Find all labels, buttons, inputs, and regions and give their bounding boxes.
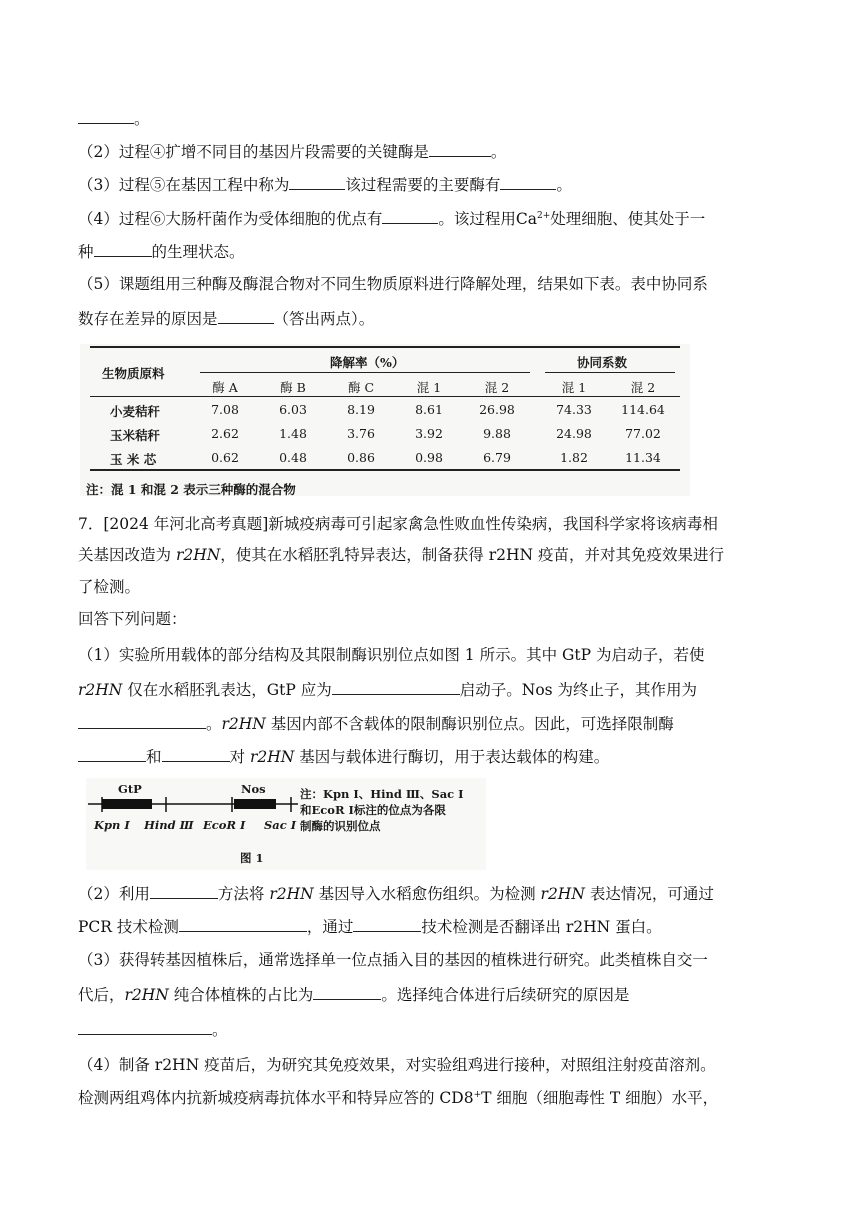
table-sub-rule <box>200 372 530 373</box>
question-6-part-3 <box>78 174 790 195</box>
question-7-part-4 <box>78 1055 790 1075</box>
gtp-promoter-block <box>102 799 152 809</box>
text: ，使其在水稻胚乳特异表达，制备获得 r2HN 疫苗，并对其免疫效果进行 <box>220 546 725 564</box>
table-cell: 3.92 <box>415 426 443 441</box>
table-col-header: 混 1 <box>561 380 587 395</box>
text: 种 <box>78 243 94 261</box>
question-6-part-4 <box>78 208 790 229</box>
table-header-rule <box>90 396 680 397</box>
table-col-header: 酶 B <box>280 380 306 395</box>
text: （2）利用 <box>78 885 150 903</box>
gene-name: r2HN <box>175 546 221 564</box>
gtp-label: GtP <box>118 782 142 796</box>
text: 表达情况，可通过 <box>584 885 714 903</box>
text: 数存在差异的原因是 <box>78 310 218 328</box>
question-7-part-1-cont2 <box>78 713 790 734</box>
table-cell: 3.76 <box>347 426 375 441</box>
vector-figure <box>86 778 486 870</box>
answer-blank[interactable] <box>78 746 146 762</box>
table-cell: 8.61 <box>415 402 443 417</box>
table-header-synergy: 协同系数 <box>577 355 628 370</box>
text: （5）课题组用三种酶及酶混合物对不同生物质原料进行降解处理，结果如下表。表中协同系 <box>78 275 708 293</box>
table-cell: 26.98 <box>479 402 515 417</box>
degradation-table <box>80 344 690 496</box>
table-col-header: 混 1 <box>416 380 442 395</box>
answer-blank[interactable] <box>78 713 206 729</box>
question-6-part-5 <box>78 274 790 294</box>
text: 的生理状态。 <box>151 243 245 261</box>
question-7-part-4-cont <box>78 1088 790 1108</box>
table-sub-rule <box>545 372 675 373</box>
table-cell: 7.08 <box>211 402 239 417</box>
figure-note-line: 制酶的识别位点 <box>300 819 381 833</box>
text: （2）过程④扩增不同目的基因片段需要的关键酶是 <box>78 143 429 161</box>
text: 处理细胞、使其处于一 <box>550 210 706 228</box>
table-cell: 77.02 <box>625 426 661 441</box>
table-cell: 11.34 <box>625 450 661 465</box>
table-cell: 0.62 <box>211 450 239 465</box>
answer-blank[interactable] <box>179 916 307 932</box>
table-header-material: 生物质原料 <box>102 366 165 381</box>
question-7-part-3-cont <box>78 984 790 1005</box>
text: （4）制备 r2HN 疫苗后，为研究其免疫效果，对实验组鸡进行接种，对照组注射疫苗溶剂。 <box>78 1056 716 1074</box>
text: 7．[2024 年河北高考真题]新城疫病毒可引起家禽急性败血性传染病，我国科学家将该病毒相 <box>78 515 718 533</box>
text: 。 <box>490 143 507 161</box>
table-col-header: 酶 C <box>347 380 375 395</box>
text: 纯合体植株的占比为 <box>168 986 314 1004</box>
answer-blank[interactable] <box>94 241 152 257</box>
table-cell: 8.19 <box>347 402 375 417</box>
table-cell: 0.98 <box>415 450 443 465</box>
text: 。 <box>212 1021 228 1039</box>
table-cell: 0.48 <box>279 450 307 465</box>
answer-line-0 <box>78 108 790 129</box>
text: 。该过程用Ca <box>438 210 537 228</box>
figure-note-line: 注：Kpn Ⅰ、Hind Ⅲ、Sac Ⅰ <box>300 787 464 801</box>
answer-blank[interactable] <box>429 141 491 157</box>
ecor-label: EcoR Ⅰ <box>203 818 246 832</box>
figure-caption: 图 1 <box>240 851 264 865</box>
table-col-header: 混 2 <box>484 380 510 395</box>
text: 技术检测是否翻译出 r2HN 蛋白。 <box>421 918 662 936</box>
answer-blank[interactable] <box>289 174 345 190</box>
text: 。 <box>556 176 572 194</box>
text: PCR 技术检测 <box>78 918 179 936</box>
table-row-label: 小麦秸秆 <box>110 404 161 419</box>
text: （1）实验所用载体的部分结构及其限制酶识别位点如图 1 所示。其中 GtP 为启动子，若使 <box>78 646 705 664</box>
question-7-stem <box>78 514 790 534</box>
answer-blank[interactable] <box>313 984 381 1000</box>
text: 检测两组鸡体内抗新城疫病毒抗体水平和特异应答的 CD8 <box>78 1089 474 1107</box>
table-note: 注：混 1 和混 2 表示三种酶的混合物 <box>86 482 296 497</box>
table-cell: 6.79 <box>483 450 511 465</box>
text: 仅在水稻胚乳表达，GtP 应为 <box>122 681 332 699</box>
nos-label: Nos <box>241 782 266 796</box>
text: 方法将 <box>217 885 270 903</box>
table-top-rule <box>90 346 680 348</box>
text: 和 <box>146 748 162 766</box>
table-cell: 9.88 <box>483 426 511 441</box>
gene-name: r2HN <box>78 681 123 699</box>
answer-blank[interactable] <box>150 883 218 899</box>
answer-blank[interactable] <box>162 746 230 762</box>
superscript: + <box>473 1089 482 1100</box>
table-row-label: 玉米秸秆 <box>110 428 161 443</box>
text: 。选择纯合体进行后续研究的原因是 <box>381 986 630 1004</box>
text: 对 <box>229 748 250 766</box>
figure-note-line: 和EcoR Ⅰ标注的位点为各限 <box>300 803 446 817</box>
table-cell: 1.48 <box>279 426 307 441</box>
question-7-stem-end <box>78 577 790 597</box>
text: 关基因改造为 <box>78 546 176 564</box>
question-6-part-5-cont <box>78 308 790 329</box>
table-col-header: 酶 A <box>212 380 238 395</box>
answer-blank[interactable] <box>353 916 421 932</box>
superscript: 2+ <box>536 210 551 221</box>
table-cell: 6.03 <box>279 402 307 417</box>
answer-blank[interactable] <box>500 174 556 190</box>
table-cell: 2.62 <box>211 426 239 441</box>
text: 该过程需要的主要酶有 <box>345 176 501 194</box>
text: T 细胞（细胞毒性 T 细胞）水平， <box>481 1089 719 1107</box>
gene-name: r2HN <box>249 748 295 766</box>
gene-name: r2HN <box>124 986 169 1004</box>
table-cell: 74.33 <box>556 402 592 417</box>
table-bottom-rule <box>90 469 680 471</box>
answer-blank[interactable] <box>332 679 460 695</box>
question-6-part-4-cont <box>78 241 790 262</box>
table-col-header: 混 2 <box>630 380 656 395</box>
answer-blank[interactable] <box>382 208 438 224</box>
question-7-part-2 <box>78 883 790 904</box>
table-cell: 0.86 <box>347 450 375 465</box>
question-7-part-3-cont2 <box>78 1019 790 1040</box>
question-7-stem-cont <box>78 545 790 565</box>
table-cell: 114.64 <box>621 402 665 417</box>
text: （3）获得转基因植株后，通常选择单一位点插入目的基因的植株进行研究。此类植株自交一 <box>78 951 708 969</box>
text: （3）过程⑤在基因工程中称为 <box>78 176 290 194</box>
answer-blank[interactable] <box>218 308 274 324</box>
question-7-part-1-cont3 <box>78 746 790 767</box>
answer-blank[interactable] <box>78 1019 212 1035</box>
table-row-label: 玉 米 芯 <box>110 452 157 467</box>
gene-name: r2HN <box>540 885 585 903</box>
question-7-part-2-cont <box>78 916 790 937</box>
gene-name: r2HN <box>221 715 266 733</box>
text: ，通过 <box>306 918 354 936</box>
text: 基因与载体进行酶切，用于表达载体的构建。 <box>294 748 610 766</box>
question-6-part-2 <box>78 141 790 162</box>
text: 启动子。Nos 为终止子，其作用为 <box>459 681 698 699</box>
text: 代后， <box>78 986 125 1004</box>
table-header-degradation: 降解率（%） <box>330 355 405 370</box>
question-7-prompt <box>78 609 790 629</box>
text: 回答下列问题： <box>78 610 187 628</box>
text: 。 <box>134 110 150 128</box>
text: 基因导入水稻愈伤组织。为检测 <box>313 885 541 903</box>
text: 基因内部不含载体的限制酶识别位点。因此，可选择限制酶 <box>265 715 674 733</box>
kpn-label: Kpn Ⅰ <box>94 818 130 832</box>
answer-blank[interactable] <box>78 108 134 124</box>
text: 了检测。 <box>78 578 141 596</box>
table-cell: 24.98 <box>556 426 592 441</box>
sac-label: Sac Ⅰ <box>264 818 297 832</box>
text: 。 <box>206 715 222 733</box>
text: （4）过程⑥大肠杆菌作为受体细胞的优点有 <box>78 210 383 228</box>
table-cell: 1.82 <box>560 450 588 465</box>
gene-name: r2HN <box>269 885 314 903</box>
question-7-part-1 <box>78 645 790 665</box>
hind-label: Hind Ⅲ <box>144 818 194 832</box>
text: （答出两点）。 <box>273 310 375 328</box>
nos-terminator-block <box>234 799 276 809</box>
question-7-part-1-cont <box>78 679 790 700</box>
question-7-part-3 <box>78 950 790 970</box>
